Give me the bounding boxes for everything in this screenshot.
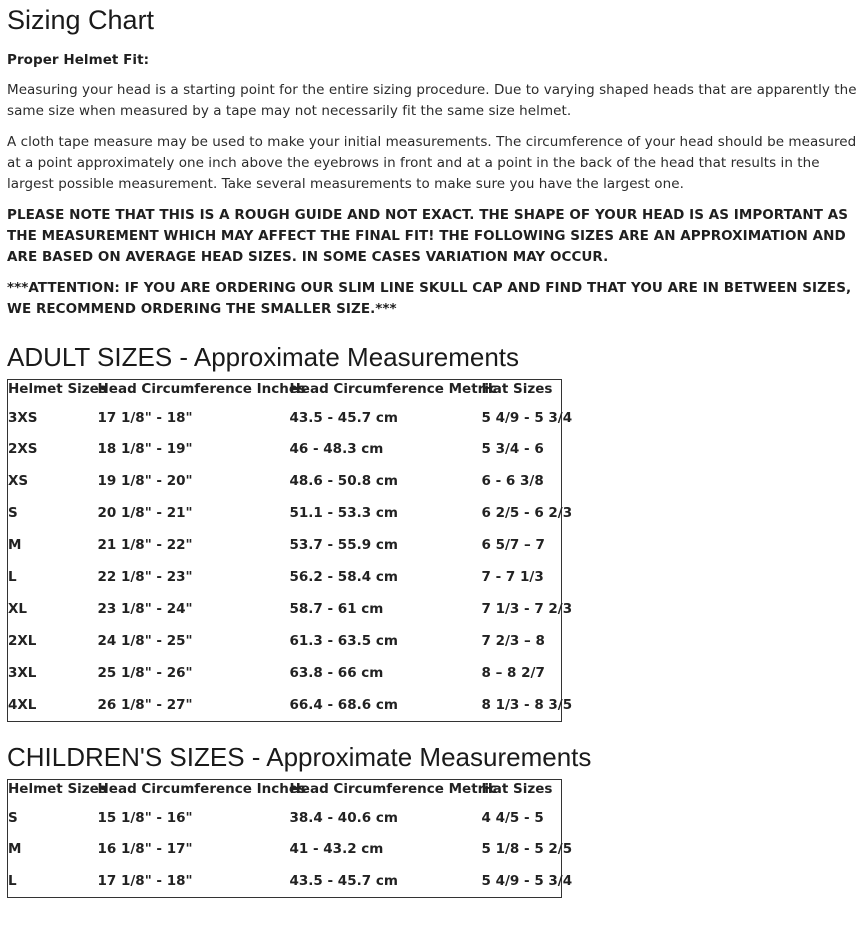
table-header-row: [8, 380, 562, 404]
column-header-head-inches: Head Circumference Inches: [97, 781, 307, 797]
table-row: [8, 433, 562, 465]
inches-cell: 26 1/8" - 27": [97, 697, 193, 713]
table-row: [8, 657, 562, 689]
table-row: [8, 865, 562, 898]
page-title: Sizing Chart: [7, 5, 155, 35]
table-row: [8, 497, 562, 529]
metric-cell: 46 - 48.3 cm: [289, 441, 384, 457]
column-header-helmet-sizes: Helmet Sizes: [8, 381, 107, 397]
table-row: [8, 833, 562, 865]
paragraph-measure: Measuring your head is a starting point for the entire sizing procedure. Due to varying shaped heads that are apparently the same size when measured by a tape may not necessarily fit the same size helmet.: [7, 82, 857, 119]
metric-cell: 43.5 - 45.7 cm: [289, 873, 398, 889]
metric-cell: 51.1 - 53.3 cm: [289, 505, 398, 521]
inches-cell: 21 1/8" - 22": [97, 537, 193, 553]
inches-cell: 18 1/8" - 19": [97, 441, 193, 457]
fit-heading: Proper Helmet Fit:: [7, 52, 150, 68]
column-header-head-metric: Head Circumference Metric: [289, 381, 497, 397]
helmet-size-cell: XL: [8, 601, 28, 617]
helmet-size-cell: S: [8, 810, 18, 826]
metric-cell: 43.5 - 45.7 cm: [289, 410, 398, 426]
helmet-size-cell: M: [8, 537, 22, 553]
inches-cell: 15 1/8" - 16": [97, 810, 193, 826]
metric-cell: 38.4 - 40.6 cm: [289, 810, 398, 826]
hat-size-cell: 6 2/5 - 6 2/3: [481, 505, 573, 521]
paragraph-tape: A cloth tape measure may be used to make your initial measurements. The circumference of your head should be measured at a point approximately one inch above the eyebrows in front and at a point in the back of the head that results in the largest possible measurement. Take several measurements to make sure you have the largest one.: [7, 134, 857, 192]
table-row: [8, 561, 562, 593]
metric-cell: 41 - 43.2 cm: [289, 841, 384, 857]
inches-cell: 17 1/8" - 18": [97, 410, 193, 426]
hat-size-cell: 5 4/9 - 5 3/4: [481, 410, 573, 426]
adult-sizes-title: ADULT SIZES - Approximate Measurements: [7, 342, 520, 372]
table-row: [8, 465, 562, 497]
hat-size-cell: 5 3/4 - 6: [481, 441, 544, 457]
hat-size-cell: 8 – 8 2/7: [481, 665, 545, 681]
table-row: [8, 689, 562, 722]
metric-cell: 58.7 - 61 cm: [289, 601, 384, 617]
children-sizes-title: CHILDREN'S SIZES - Approximate Measurements: [7, 742, 592, 772]
table-row: [8, 625, 562, 657]
inches-cell: 16 1/8" - 17": [97, 841, 193, 857]
metric-cell: 48.6 - 50.8 cm: [289, 473, 398, 489]
inches-cell: 25 1/8" - 26": [97, 665, 193, 681]
table-header-row: [8, 780, 562, 804]
metric-cell: 66.4 - 68.6 cm: [289, 697, 398, 713]
inches-cell: 22 1/8" - 23": [97, 569, 193, 585]
table-row: [8, 403, 562, 433]
helmet-size-cell: 4XL: [8, 697, 37, 713]
helmet-size-cell: L: [8, 873, 17, 889]
helmet-size-cell: S: [8, 505, 18, 521]
attention-paragraph: ***ATTENTION: IF YOU ARE ORDERING OUR SLIM LINE SKULL CAP AND FIND THAT YOU ARE IN BETWEEN SIZES, WE RECOMMEND ORDERING THE SMALLER SIZE.***: [7, 280, 852, 317]
column-header-helmet-sizes: Helmet Sizes: [8, 781, 107, 797]
hat-size-cell: 8 1/3 - 8 3/5: [481, 697, 573, 713]
table-row: [8, 529, 562, 561]
inches-cell: 17 1/8" - 18": [97, 873, 193, 889]
helmet-size-cell: 2XL: [8, 633, 37, 649]
table-row: [8, 593, 562, 625]
metric-cell: 63.8 - 66 cm: [289, 665, 384, 681]
sizing-page: [7, 0, 857, 898]
children-sizes-table: [7, 779, 573, 898]
hat-size-cell: 7 2/3 – 8: [481, 633, 545, 649]
hat-size-cell: 4 4/5 - 5: [481, 810, 544, 826]
column-header-head-metric: Head Circumference Metric: [289, 781, 497, 797]
column-header-head-inches: Head Circumference Inches: [97, 381, 307, 397]
table-row: [8, 803, 562, 833]
column-header-hat-sizes: Hat Sizes: [481, 381, 553, 397]
hat-size-cell: 7 - 7 1/3: [481, 569, 544, 585]
inches-cell: 19 1/8" - 20": [97, 473, 193, 489]
helmet-size-cell: M: [8, 841, 22, 857]
inches-cell: 20 1/8" - 21": [97, 505, 193, 521]
hat-size-cell: 7 1/3 - 7 2/3: [481, 601, 573, 617]
inches-cell: 24 1/8" - 25": [97, 633, 193, 649]
helmet-size-cell: 3XL: [8, 665, 37, 681]
adult-sizes-table: [7, 379, 573, 722]
metric-cell: 61.3 - 63.5 cm: [289, 633, 398, 649]
hat-size-cell: 6 - 6 3/8: [481, 473, 544, 489]
helmet-size-cell: L: [8, 569, 17, 585]
helmet-size-cell: 3XS: [8, 410, 38, 426]
hat-size-cell: 6 5/7 – 7: [481, 537, 545, 553]
metric-cell: 56.2 - 58.4 cm: [289, 569, 398, 585]
helmet-size-cell: 2XS: [8, 441, 38, 457]
inches-cell: 23 1/8" - 24": [97, 601, 193, 617]
hat-size-cell: 5 4/9 - 5 3/4: [481, 873, 573, 889]
helmet-size-cell: XS: [8, 473, 29, 489]
hat-size-cell: 5 1/8 - 5 2/5: [481, 841, 573, 857]
note-paragraph: PLEASE NOTE THAT THIS IS A ROUGH GUIDE AND NOT EXACT. THE SHAPE OF YOUR HEAD IS AS IMPORTANT AS THE MEASUREMENT WHICH MAY AFFECT THE FINAL FIT! THE FOLLOWING SIZES ARE AN APPROXIMATION AND ARE BASED ON AVERAGE HEAD SIZES. IN SOME CASES VARIATION MAY OCCUR.: [7, 207, 848, 265]
column-header-hat-sizes: Hat Sizes: [481, 781, 553, 797]
metric-cell: 53.7 - 55.9 cm: [289, 537, 398, 553]
